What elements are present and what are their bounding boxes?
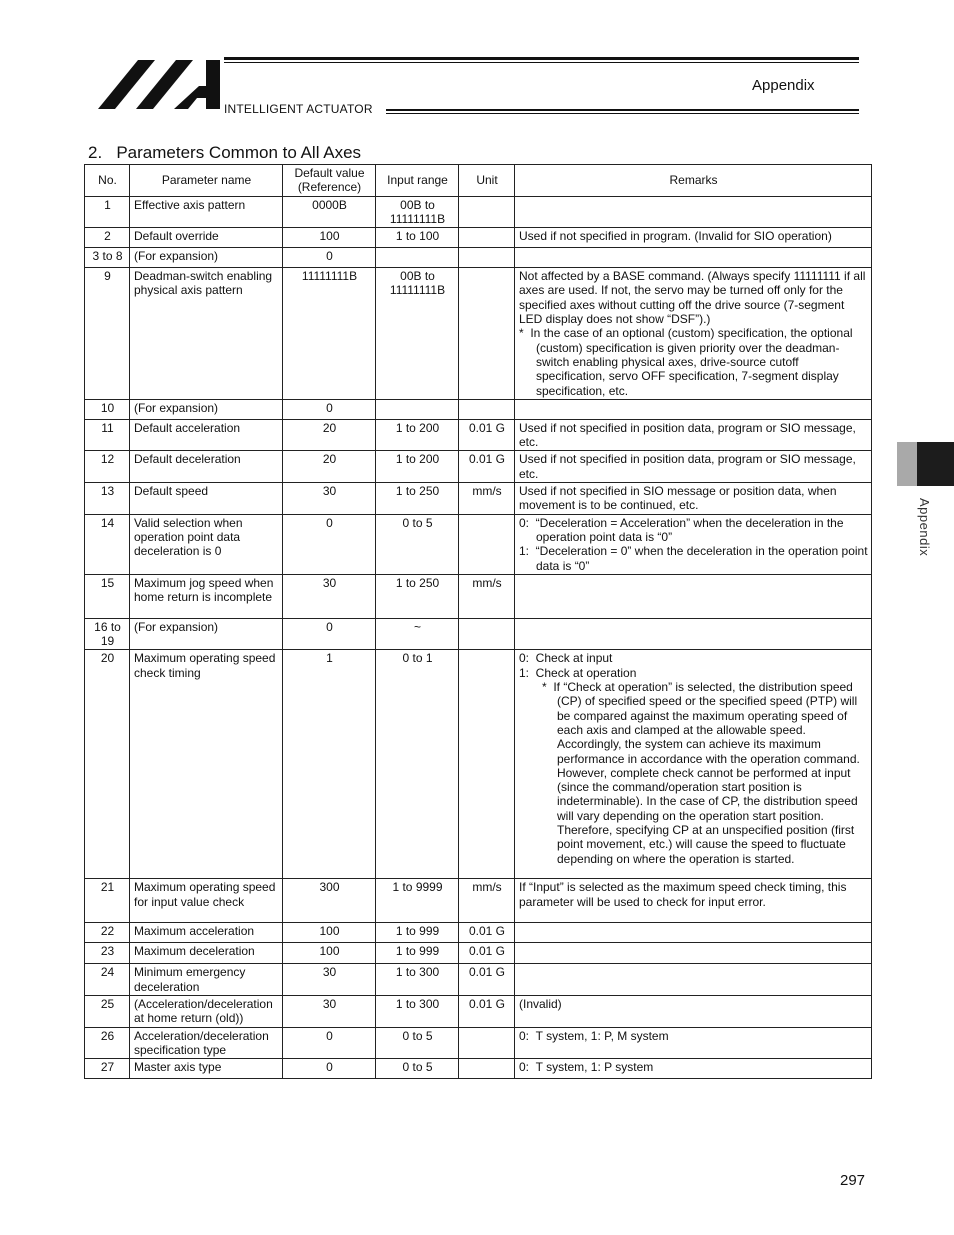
header-rule-top — [224, 57, 859, 60]
cell-unit — [459, 399, 515, 419]
cell-input-range: 00B to 11111111B — [376, 268, 459, 400]
cell-input-range: 1 to 250 — [376, 574, 459, 618]
cell-no: 25 — [85, 996, 130, 1028]
table-row — [85, 923, 872, 943]
cell-input-range: 1 to 250 — [376, 483, 459, 515]
cell-remarks — [515, 419, 872, 451]
col-header-default: Default value (Reference) — [283, 165, 376, 197]
cell-default-value: 1 — [283, 650, 376, 879]
cell-remarks — [515, 483, 872, 515]
cell-default-value: 0 — [283, 248, 376, 268]
cell-no: 26 — [85, 1027, 130, 1059]
cell-input-range: 1 to 999 — [376, 923, 459, 943]
cell-parameter-name: (For expansion) — [130, 248, 283, 268]
cell-default-value: 100 — [283, 943, 376, 964]
table-row — [85, 574, 872, 618]
side-tab-label: Appendix — [917, 498, 932, 557]
cell-input-range: 0 to 5 — [376, 514, 459, 574]
section-title: 2. Parameters Common to All Axes — [88, 143, 362, 162]
cell-parameter-name: Deadman-switch enabling physical axis pattern — [130, 268, 283, 400]
cell-no: 2 — [85, 228, 130, 248]
cell-input-range: 0 to 5 — [376, 1059, 459, 1079]
cell-unit — [459, 514, 515, 574]
cell-unit: 0.01 G — [459, 419, 515, 451]
cell-remarks — [515, 618, 872, 650]
cell-unit — [459, 268, 515, 400]
cell-remarks — [515, 1059, 872, 1079]
cell-remarks — [515, 650, 872, 879]
cell-parameter-name: Default speed — [130, 483, 283, 515]
cell-remarks — [515, 996, 872, 1028]
side-tab-dark — [917, 442, 954, 486]
cell-default-value: 11111111B — [283, 268, 376, 400]
cell-input-range: 1 to 200 — [376, 419, 459, 451]
cell-remarks — [515, 248, 872, 268]
cell-input-range: ~ — [376, 618, 459, 650]
table-row — [85, 483, 872, 515]
cell-default-value: 100 — [283, 228, 376, 248]
cell-remarks — [515, 1027, 872, 1059]
cell-parameter-name: Maximum operating speed for input value check — [130, 879, 283, 923]
remark-line: 0: T system, 1: P system — [519, 1060, 654, 1075]
header-rule-bottom-thin — [386, 113, 859, 114]
cell-default-value: 30 — [283, 964, 376, 996]
col-header-range: Input range — [376, 165, 459, 197]
cell-unit: mm/s — [459, 483, 515, 515]
cell-parameter-name: Maximum acceleration — [130, 923, 283, 943]
table-row — [85, 248, 872, 268]
cell-input-range: 1 to 300 — [376, 996, 459, 1028]
cell-parameter-name: Valid selection when operation point data deceleration is 0 — [130, 514, 283, 574]
remark-line: * If “Check at operation” is selected, the distribution speed (CP) of specified speed or the specified speed (PTP) will be compared against the maximum operating speed of each axis and clamped at the allowable speed. Accordingly, the system can achieve its maximum performance in accordance with the operation command. However, complete check cannot be performed at input (since the command/operation start position is indeterminable). In the case of CP, the distribution speed will vary depending on the operation start position. Therefore, specifying CP at an unspecified position (first point movement, etc.) will cause the speed to fluctuate depending on where the operation is started. — [542, 680, 860, 866]
cell-default-value: 300 — [283, 879, 376, 923]
cell-remarks — [515, 574, 872, 618]
cell-unit — [459, 196, 515, 228]
cell-input-range: 0 to 5 — [376, 1027, 459, 1059]
col-header-name: Parameter name — [130, 165, 283, 197]
cell-default-value: 0 — [283, 514, 376, 574]
remark-line: Used if not specified in position data, program or SIO message, etc. — [519, 420, 856, 450]
table-row — [85, 268, 872, 400]
cell-default-value: 0000B — [283, 196, 376, 228]
remark-line: 1: Check at operation — [519, 665, 637, 680]
header-section-label: Appendix — [752, 77, 815, 94]
cell-parameter-name: Maximum jog speed when home return is incomplete — [130, 574, 283, 618]
cell-no: 13 — [85, 483, 130, 515]
table-row — [85, 618, 872, 650]
cell-remarks — [515, 514, 872, 574]
cell-no: 3 to 8 — [85, 248, 130, 268]
table-row — [85, 451, 872, 483]
cell-parameter-name: Effective axis pattern — [130, 196, 283, 228]
remark-line: * In the case of an optional (custom) specification, the optional (custom) specification is given priority over the deadman-switch enabling physical axes, drive-source cutoff specification, servo OFF specification, 7-segment display specification, etc. — [519, 326, 853, 398]
remark-line: Used if not specified in SIO message or position data, when movement is to be continued, etc. — [519, 484, 837, 513]
table-row — [85, 399, 872, 419]
cell-parameter-name: (For expansion) — [130, 399, 283, 419]
cell-input-range: 1 to 100 — [376, 228, 459, 248]
cell-no: 10 — [85, 399, 130, 419]
cell-unit: 0.01 G — [459, 451, 515, 483]
cell-no: 23 — [85, 943, 130, 964]
remark-line: Used if not specified in program. (Invalid for SIO operation) — [519, 229, 832, 244]
cell-unit: mm/s — [459, 879, 515, 923]
cell-no: 11 — [85, 419, 130, 451]
table-header-row — [85, 165, 872, 197]
cell-default-value: 0 — [283, 1059, 376, 1079]
remark-line: 0: “Deceleration = Acceleration” when the deceleration in the operation point data is “0” — [519, 515, 844, 544]
remark-line: Not affected by a BASE command. (Always specify 11111111 if all axes are used. If not, the servo may be turned off only for the specified axes without cutting off the drive source (7-segment LED display does not show “DSF”).) — [519, 269, 866, 327]
cell-unit: 0.01 G — [459, 923, 515, 943]
cell-unit: 0.01 G — [459, 964, 515, 996]
cell-remarks — [515, 268, 872, 400]
cell-remarks — [515, 399, 872, 419]
table-row — [85, 964, 872, 996]
cell-remarks — [515, 879, 872, 923]
remark-line: Used if not specified in position data, program or SIO message, etc. — [519, 452, 856, 481]
cell-default-value: 30 — [283, 483, 376, 515]
cell-no: 14 — [85, 514, 130, 574]
cell-unit — [459, 1027, 515, 1059]
cell-no: 12 — [85, 451, 130, 483]
table-row — [85, 1027, 872, 1059]
remark-line: 0: T system, 1: P, M system — [519, 1028, 669, 1043]
cell-parameter-name: Master axis type — [130, 1059, 283, 1079]
cell-default-value: 0 — [283, 1027, 376, 1059]
cell-default-value: 20 — [283, 419, 376, 451]
cell-default-value: 30 — [283, 574, 376, 618]
cell-unit: 0.01 G — [459, 943, 515, 964]
table-row — [85, 1059, 872, 1079]
cell-parameter-name: Default deceleration — [130, 451, 283, 483]
cell-default-value: 20 — [283, 451, 376, 483]
cell-no: 24 — [85, 964, 130, 996]
cell-input-range: 1 to 200 — [376, 451, 459, 483]
cell-unit: 0.01 G — [459, 996, 515, 1028]
cell-unit — [459, 1059, 515, 1079]
cell-unit — [459, 650, 515, 879]
cell-input-range — [376, 399, 459, 419]
cell-input-range — [376, 248, 459, 268]
col-header-remarks: Remarks — [515, 165, 872, 197]
cell-unit — [459, 618, 515, 650]
cell-no: 1 — [85, 196, 130, 228]
cell-parameter-name: Acceleration/deceleration specification type — [130, 1027, 283, 1059]
cell-input-range: 00B to 11111111B — [376, 196, 459, 228]
cell-remarks — [515, 228, 872, 248]
cell-remarks — [515, 451, 872, 483]
cell-default-value: 30 — [283, 996, 376, 1028]
table-row — [85, 879, 872, 923]
col-header-unit: Unit — [459, 165, 515, 197]
remark-line: 0: Check at input — [519, 651, 613, 666]
cell-no: 20 — [85, 650, 130, 879]
header-rule-top-thin — [224, 62, 859, 63]
cell-input-range: 1 to 300 — [376, 964, 459, 996]
cell-unit: mm/s — [459, 574, 515, 618]
cell-parameter-name: Default acceleration — [130, 419, 283, 451]
table-row — [85, 419, 872, 451]
cell-unit — [459, 248, 515, 268]
remark-line: (Invalid) — [519, 997, 562, 1012]
iai-logo-icon — [98, 58, 220, 112]
table-row — [85, 996, 872, 1028]
cell-parameter-name: Default override — [130, 228, 283, 248]
cell-no: 21 — [85, 879, 130, 923]
table-row — [85, 196, 872, 228]
cell-no: 27 — [85, 1059, 130, 1079]
table-row — [85, 228, 872, 248]
cell-no: 22 — [85, 923, 130, 943]
cell-default-value: 0 — [283, 618, 376, 650]
cell-parameter-name: Maximum deceleration — [130, 943, 283, 964]
cell-parameter-name: (Acceleration/deceleration at home return (old)) — [130, 996, 283, 1028]
cell-parameter-name: (For expansion) — [130, 618, 283, 650]
col-header-no: No. — [85, 165, 130, 197]
table-row — [85, 943, 872, 964]
cell-parameter-name: Minimum emergency deceleration — [130, 964, 283, 996]
header-rule-bottom — [386, 109, 859, 111]
cell-no: 15 — [85, 574, 130, 618]
remark-line: 1: “Deceleration = 0” when the deceleration in the operation point data is “0” — [519, 544, 868, 573]
cell-no: 9 — [85, 268, 130, 400]
cell-input-range: 1 to 9999 — [376, 879, 459, 923]
brand-name: INTELLIGENT ACTUATOR — [224, 102, 373, 116]
cell-remarks — [515, 964, 872, 996]
cell-default-value: 0 — [283, 399, 376, 419]
cell-parameter-name: Maximum operating speed check timing — [130, 650, 283, 879]
cell-remarks — [515, 923, 872, 943]
table-row — [85, 514, 872, 574]
page-number: 297 — [840, 1172, 866, 1189]
cell-remarks — [515, 196, 872, 228]
table-body — [85, 196, 872, 1079]
table-row — [85, 650, 872, 879]
cell-default-value: 100 — [283, 923, 376, 943]
side-tab-light — [897, 442, 917, 486]
parameters-table — [84, 164, 872, 1079]
cell-no: 16 to 19 — [85, 618, 130, 650]
cell-remarks — [515, 943, 872, 964]
cell-unit — [459, 228, 515, 248]
cell-input-range: 0 to 1 — [376, 650, 459, 879]
remark-line: If “Input” is selected as the maximum speed check timing, this parameter will be used to check for input error. — [519, 880, 847, 909]
cell-input-range: 1 to 999 — [376, 943, 459, 964]
